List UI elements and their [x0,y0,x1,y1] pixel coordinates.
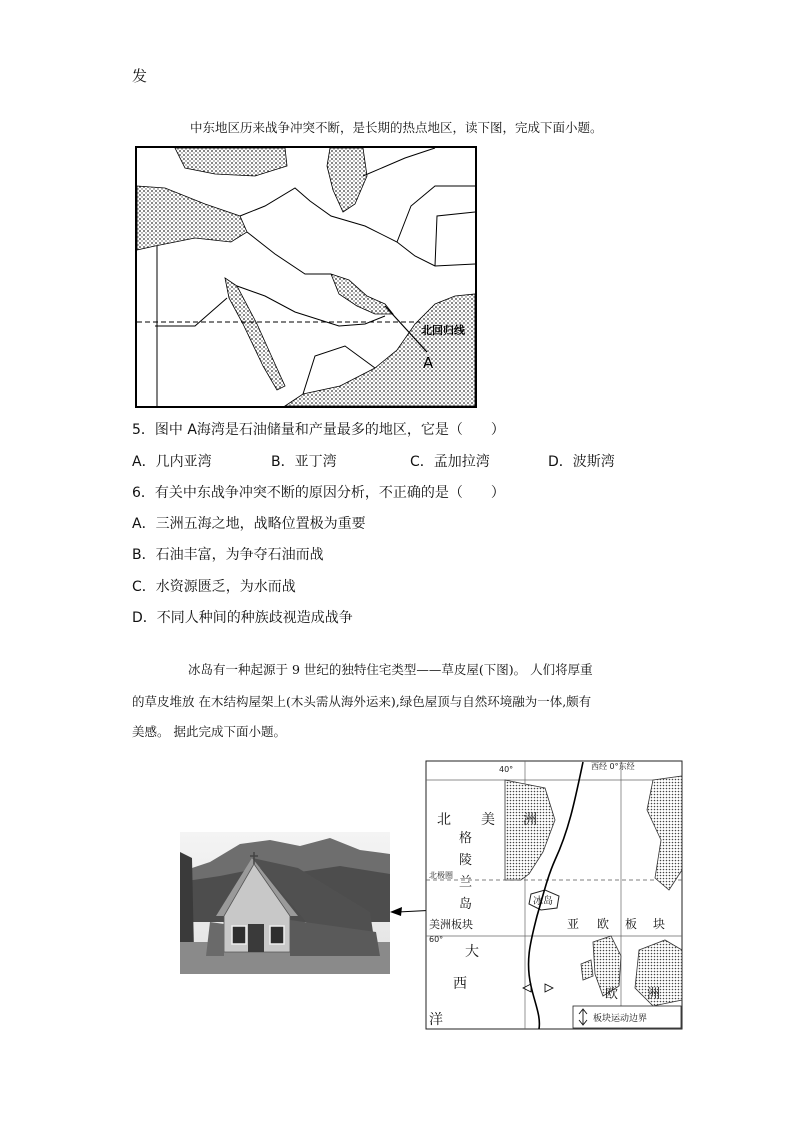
na-plate-label: 美洲板块 [429,918,473,931]
q5-stem: 5．图中 A海湾是石油储量和产量最多的地区，它是（ ） [132,422,505,438]
greenland-char-4: 岛 [459,897,473,912]
ea-plate-char-1: 亚 [567,917,580,931]
q5-option-b[interactable]: B．亚丁湾 [271,454,337,470]
q5-option-d[interactable]: D．波斯湾 [548,454,615,470]
section2-intro-line1: 冰岛有一种起源于 9 世纪的独特住宅类型——草皮屋(下图)。 人们将厚重 [188,662,593,677]
ea-plate-char-3: 板 [625,917,638,931]
atlantic-char-2: 西 [453,976,467,992]
section2-intro-line2: 的草皮堆放 在木结构屋架上(木头需从海外运来),绿色屋顶与自然环境融为一体,颇有 [132,694,592,709]
label-zhou: 洲 [523,812,537,828]
arctic-label: 北极圈 [429,871,453,880]
page-head-text: 发 [132,67,148,85]
q6-option-b[interactable]: B．石油丰富，为争夺石油而战 [132,547,324,563]
greenland-char-3: 兰 [459,875,473,890]
q6-option-a[interactable]: A．三洲五海之地，战略位置极为重要 [132,516,366,532]
q6-stem: 6．有关中东战争冲突不断的原因分析，不正确的是（ ） [132,485,505,501]
q6-option-d[interactable]: D．不同人种间的种族歧视造成战争 [132,610,353,626]
label-bei: 北 [437,812,451,828]
europe-char-2: 洲 [647,987,661,1002]
label-mei: 美 [481,812,495,828]
plate-map [425,760,683,1030]
legend-label: 板块运动边界 [593,1014,648,1024]
q5-option-a[interactable]: A．几内亚湾 [132,454,212,470]
lon-label: 西经 0°东经 [591,762,635,771]
ea-plate-char-2: 欧 [597,917,610,931]
middle-east-map [135,146,477,408]
atlantic-char-1: 大 [465,944,479,960]
label-a: A [423,354,434,372]
lat40-label: 40° [499,765,514,774]
section2-intro-line3: 美感。 据此完成下面小题。 [132,724,286,739]
greenland-char-2: 陵 [459,853,473,868]
section1-intro: 中东地区历来战争冲突不断，是长期的热点地区，读下图，完成下面小题。 [190,120,603,135]
lat60-label: 60° [429,935,444,944]
ea-plate-char-4: 块 [653,917,666,931]
europe-char-1: 欧 [605,987,619,1002]
q6-option-c[interactable]: C．水资源匮乏，为水而战 [132,579,296,595]
q5-option-c[interactable]: C．孟加拉湾 [410,454,490,470]
iceland-label: 冰岛 [533,896,553,907]
turf-house-photo [180,832,390,974]
greenland-char-1: 格 [459,831,473,846]
atlantic-char-3: 洋 [429,1012,443,1028]
tropic-label: 北回归线 [421,324,465,337]
